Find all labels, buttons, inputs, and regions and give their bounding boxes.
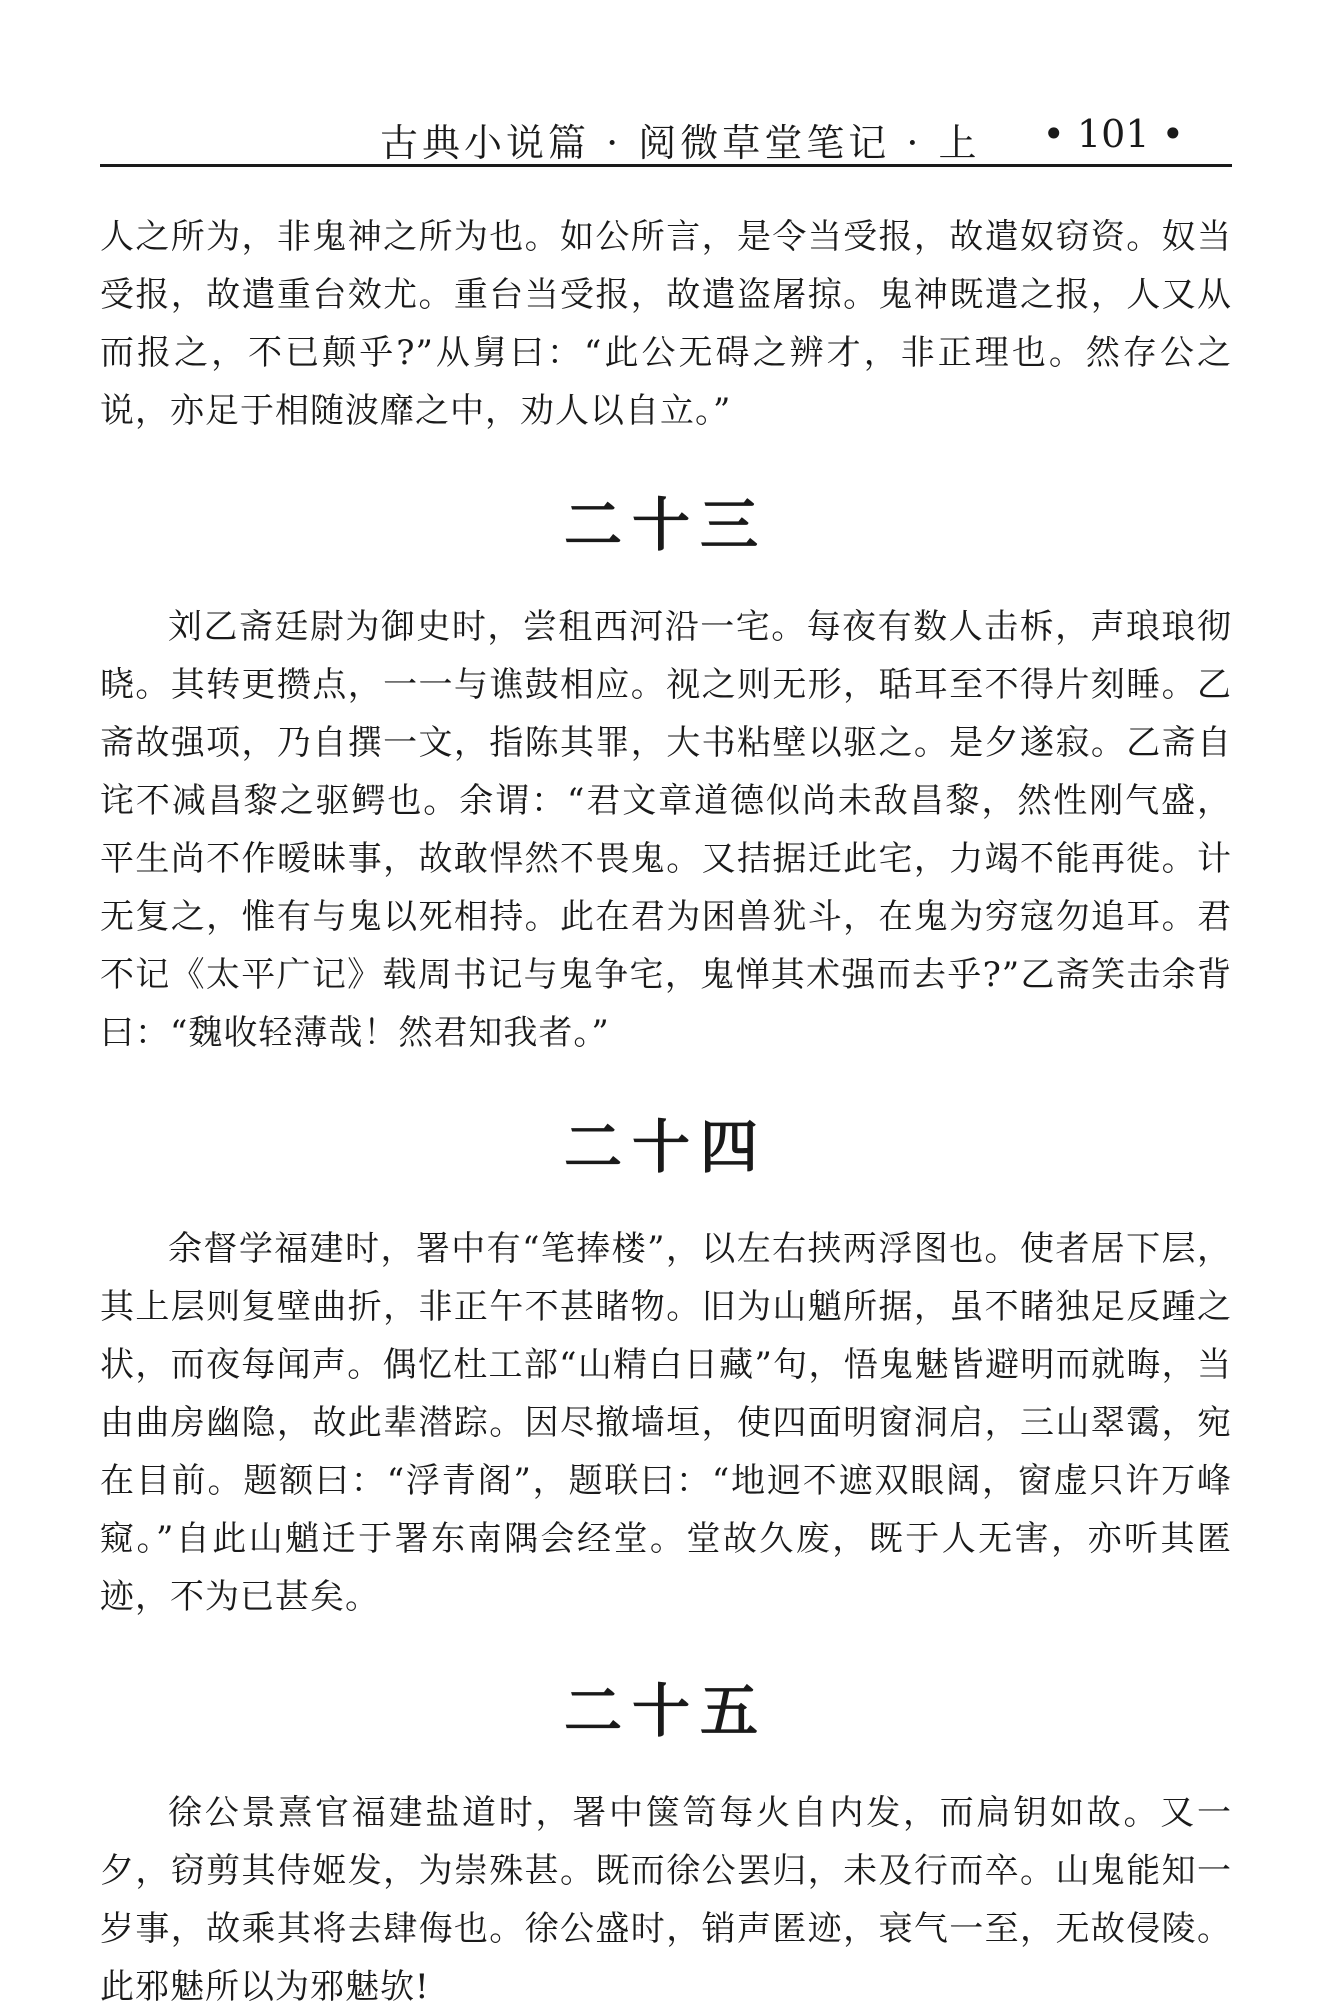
section-24-paragraph: 余督学福建时，署中有“笔捧楼”，以左右挟两浮图也。使者居下层，其上层则复壁曲折，非正午不甚睹物。旧为山魈所据，虽不睹独足反踵之状，而夜每闻声。偶忆杜工部“山精白日藏”句，悟鬼魅皆避明而就晦，当由曲房幽隐，故此辈潜踪。因尽撤墙垣，使四面明窗洞启，三山翠霭，宛在目前。题额曰：“浮青阁”，题联曰：“地迥不遮双眼阔，窗虚只许万峰窥。”自此山魈迁于署东南隅会经堂。堂故久废，既于人无害，亦听其匿迹，不为已甚矣。 — [100, 1229, 1232, 1617]
page-number: • 101 • — [1042, 112, 1184, 156]
section-heading-25: 二十五 — [563, 1677, 768, 1745]
header-title: 古典小说篇 · 阅微草堂笔记 · 上 — [380, 121, 981, 165]
document-page — [100, 0, 1232, 2007]
section-heading-24: 二十四 — [563, 1113, 768, 1181]
section-23-paragraph: 刘乙斋廷尉为御史时，尝租西河沿一宅。每夜有数人击柝，声琅琅彻晓。其转更攒点，一一与谯鼓相应。视之则无形，聒耳至不得片刻睡。乙斋故强项，乃自撰一文，指陈其罪，大书粘壁以驱之。是夕遂寂。乙斋自诧不减昌黎之驱鳄也。余谓：“君文章道德似尚未敌昌黎，然性刚气盛，平生尚不作暧昧事，故敢悍然不畏鬼。又拮据迁此宅，力竭不能再徙。计无复之，惟有与鬼以死相持。此在君为困兽犹斗，在鬼为穷寇勿追耳。君不记《太平广记》载周书记与鬼争宅，鬼惮其术强而去乎?”乙斋笑击余背曰：“魏收轻薄哉！然君知我者。” — [100, 607, 1232, 1053]
page-body — [100, 208, 1232, 2016]
running-header — [100, 104, 1232, 167]
section-heading-23: 二十三 — [563, 491, 768, 559]
section-25-paragraph: 徐公景熹官福建盐道时，署中箧笥每火自内发，而扃钥如故。又一夕，窃剪其侍姬发，为崇殊甚。既而徐公罢归，未及行而卒。山鬼能知一岁事，故乘其将去肆侮也。徐公盛时，销声匿迹，衰气一至，无故侵陵。此邪魅所以为邪魅欤! — [100, 1793, 1232, 2007]
continued-paragraph: 人之所为，非鬼神之所为也。如公所言，是令当受报，故遣奴窃资。奴当受报，故遣重台效尤。重台当受报，故遣盗屠掠。鬼神既遣之报，人又从而报之，不已颠乎?”从舅曰：“此公无碍之辨才，非正理也。然存公之说，亦足于相随波靡之中，劝人以自立。” — [100, 217, 1232, 431]
